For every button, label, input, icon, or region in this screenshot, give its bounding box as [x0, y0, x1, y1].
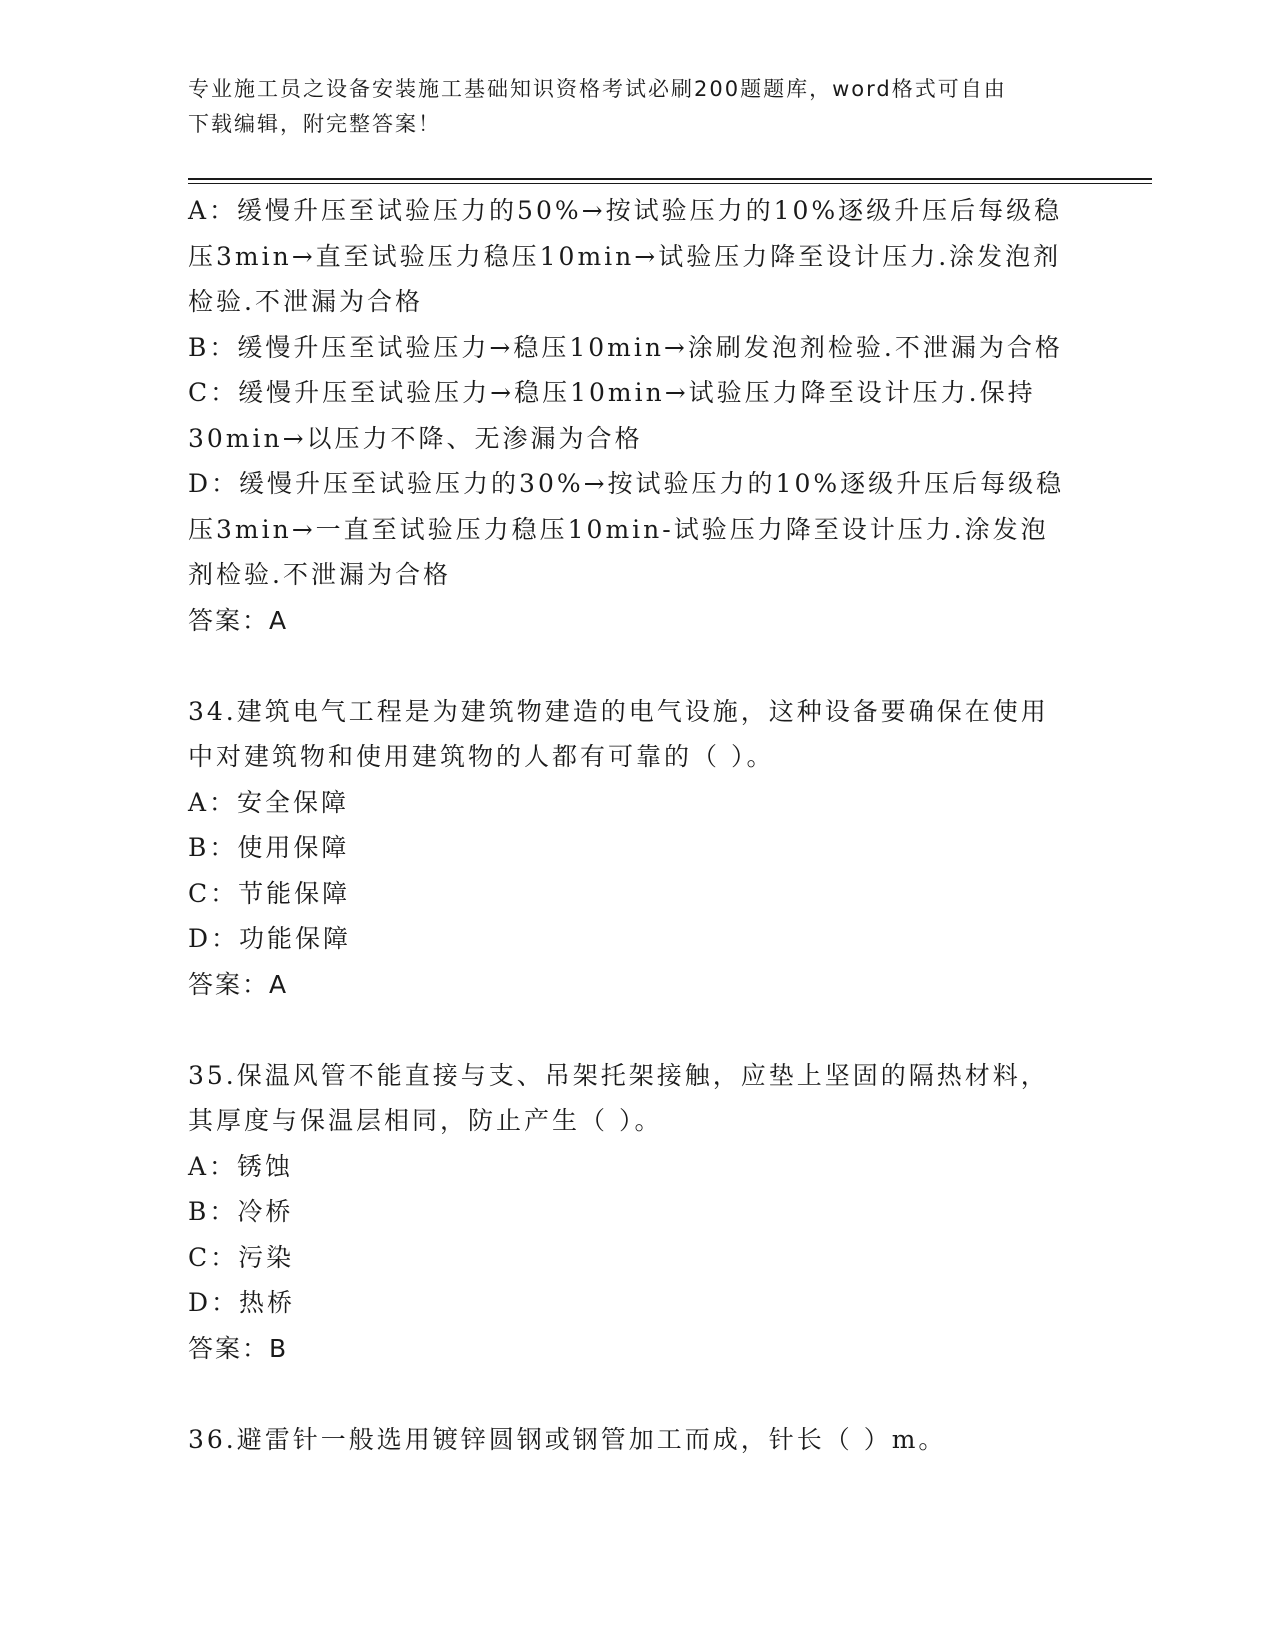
question-34 [188, 689, 1088, 1008]
document-body [188, 188, 1088, 1462]
q36-stem-line-1: 36.避雷针一般选用镀锌圆钢或钢管加工而成，针长（ ）m。 [188, 1424, 947, 1454]
q35-option-a: A：锈蚀 [188, 1151, 294, 1181]
q35-option-c: C：污染 [188, 1242, 295, 1272]
q33-option-d-line-1: D：缓慢升压至试验压力的30%→按试验压力的10%逐级升压后每级稳 [188, 469, 1065, 498]
q33-answer: 答案：A [188, 605, 289, 635]
spacer [188, 1007, 1088, 1053]
q34-stem-line-2: 中对建筑物和使用建筑物的人都有可靠的（ ）。 [188, 742, 775, 771]
header-title-line-1: 专业施工员之设备安装施工基础知识资格考试必刷200题题库，word格式可自由 [188, 77, 1007, 101]
q34-stem-line-1: 34.建筑电气工程是为建筑物建造的电气设施，这种设备要确保在使用 [188, 696, 1049, 726]
q34-option-b: B：使用保障 [188, 833, 350, 862]
header-divider-thick [188, 178, 1152, 180]
q33-option-a-line-2: 压3min→直至试验压力稳压10min→试验压力降至设计压力.涂发泡剂 [188, 241, 1062, 271]
q35-option-d: D：热桥 [188, 1288, 296, 1317]
spacer [188, 1371, 1088, 1417]
question-35 [188, 1053, 1088, 1372]
q35-stem-line-1: 35.保温风管不能直接与支、吊架托架接触，应垫上坚固的隔热材料， [188, 1060, 1049, 1090]
q33-option-c-line-1: C：缓慢升压至试验压力→稳压10min→试验压力降至设计压力.保持 [188, 378, 1036, 407]
q34-answer: 答案：A [188, 969, 289, 999]
q33-option-d-line-2: 压3min→一直至试验压力稳压10min-试验压力降至设计压力.涂发泡 [188, 514, 1049, 544]
header-divider-thin [188, 183, 1152, 184]
spacer [188, 643, 1088, 689]
header-title-line-2: 下载编辑，附完整答案！ [188, 112, 441, 136]
q35-stem-line-2: 其厚度与保温层相同，防止产生（ ）。 [188, 1106, 663, 1135]
q33-option-c-line-2: 30min→以压力不降、无渗漏为合格 [188, 423, 643, 453]
question-33 [188, 188, 1088, 643]
q34-option-d: D：功能保障 [188, 924, 352, 953]
q33-option-d-line-3: 剂检验.不泄漏为合格 [188, 560, 451, 589]
q35-option-b: B：冷桥 [188, 1197, 294, 1226]
q34-option-a: A：安全保障 [188, 787, 350, 817]
q33-option-a-line-1: A：缓慢升压至试验压力的50%→按试验压力的10%逐级升压后每级稳 [188, 196, 1063, 225]
q34-option-c: C：节能保障 [188, 878, 351, 908]
question-36 [188, 1417, 1088, 1463]
document-header [188, 72, 1088, 142]
q33-option-b: B：缓慢升压至试验压力→稳压10min→涂刷发泡剂检验.不泄漏为合格 [188, 332, 1063, 362]
q33-option-a-line-3: 检验.不泄漏为合格 [188, 287, 423, 316]
q35-answer: 答案：B [188, 1333, 289, 1363]
